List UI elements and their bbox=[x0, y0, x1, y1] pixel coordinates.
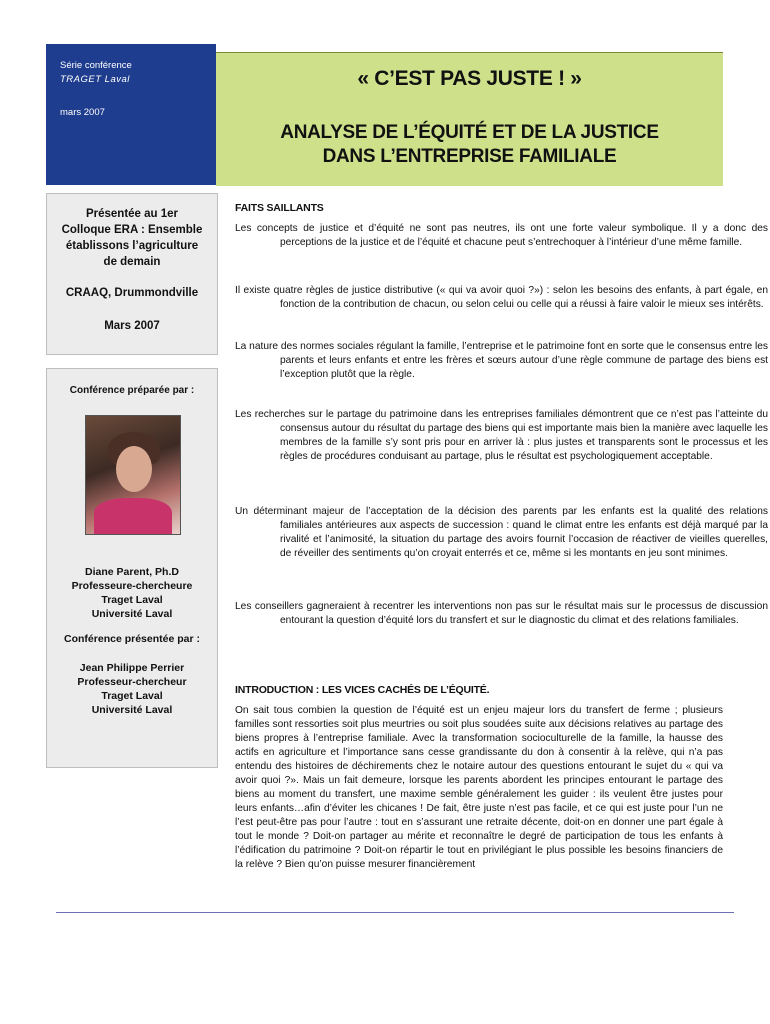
author-photo-face bbox=[116, 446, 152, 492]
presenter-name: Jean Philippe Perrier bbox=[79, 662, 185, 674]
presentation-line-4: de demain bbox=[103, 256, 161, 268]
author-photo-shirt bbox=[94, 498, 172, 534]
title-box bbox=[216, 52, 723, 186]
presentation-place-text: CRAAQ, Drummondville bbox=[65, 287, 199, 299]
introduction-heading: INTRODUCTION : LES VICES CACHÉS DE L’ÉQUITÉ. bbox=[235, 684, 490, 696]
highlight-paragraph: Les conseillers gagneraient à recentrer les interventions non pas sur le résultat mais sur le processus de discussion entourant la question d’équité lors du transfert et sur le diagnostic du climat et des relations familiales. bbox=[235, 601, 768, 626]
preparer-university: Université Laval bbox=[91, 608, 173, 620]
page-subtitle bbox=[216, 121, 723, 169]
introduction-paragraph: On sait tous combien la question de l’équité est un enjeu majeur lors du transfert de ferme ; plusieurs familles sont ressorties soit plus meurtries ou soit plus soudées suite aux décisions relatives au partage des biens propres à l’entreprise familiale. Avec la transformation socioculturelle de la famille, la hausse des actifs en agriculture et l’importance sans cesse grandissante du don à consentir à la relève, qui n’a pas entendu des histoires de déchirements chez le notaire autour des questions entourant le sujet du « qui va avoir quoi ?». Mais un fait demeure, lorsque les parents abordent les principes entourant le partage des biens au moment du transfert, une maxime semble généralement les guider : ils veulent être justes pour leurs enfants…afin d’éviter les chicanes ! De fait, être juste n’est pas facile, et ce qui est juste pour l’un ne l’est peut-être pas pour l’autre : tout en s’assurant une retraite décente, doit-on en donner une part égale à tout le monde ? Doit-on partager au mérite et reconnaître le degré de participation de tous les enfants à l’édification du patrimoine ? Doit-on répartir le tout en privilégiant le plus possible les besoins financiers de la relève ? Bien qu’on puisse mesurer financièrement bbox=[235, 705, 723, 870]
presentation-line-1: Présentée au 1er bbox=[85, 208, 179, 220]
series-organization: TRAGET Laval bbox=[60, 74, 130, 85]
footer-divider bbox=[56, 912, 734, 913]
presentation-date-text: Mars 2007 bbox=[104, 320, 160, 332]
prepared-by-heading: Conférence préparée par : bbox=[69, 385, 195, 396]
presentation-date bbox=[53, 318, 211, 334]
page-title: « C’EST PAS JUSTE ! » bbox=[357, 67, 582, 90]
highlight-paragraph: Les concepts de justice et d’équité ne sont pas neutres, ils ont une forte valeur symbolique. Il y a donc des perceptions de la justice et de l’équité et chacune peut s’entrechoquer à l’intérieur d’une même famille. bbox=[235, 223, 768, 248]
preparer-name: Diane Parent, Ph.D bbox=[85, 566, 179, 578]
highlight-paragraph: Les recherches sur le partage du patrimoine dans les entreprises familiales démontrent que ce n’est pas l’atteinte du consensus autour du résultat du partage des biens qui est importante mais bien la manière avec laquelle les membres de la famille s’y sont pris pour en arriver là : plus justes et transparents sont le processus et les règles de procédures conduisant au partage, plus le résultat est psychologiquement acceptable. bbox=[235, 409, 768, 462]
preparer-role: Professeure-chercheure bbox=[71, 580, 193, 592]
subtitle-line-2: DANS L’ENTREPRISE FAMILIALE bbox=[322, 146, 617, 167]
presenter-university: Université Laval bbox=[91, 704, 173, 716]
presentation-event bbox=[53, 206, 211, 270]
preparer-org: Traget Laval bbox=[101, 594, 163, 606]
presentation-line-3: établissons l’agriculture bbox=[65, 240, 199, 252]
preparer-info bbox=[47, 565, 217, 621]
presenter-role: Professeur-chercheur bbox=[77, 676, 187, 688]
highlight-paragraph: Un déterminant majeur de l’acceptation de la décision des parents par les enfants est la qualité des relations familiales antérieures aux aspects de succession : quand le climat entre les enfants est déjà marqué par la rivalité et l’animosité, la situation du partage des avoirs fournit l’occasion de réactiver de vieilles querelles, de réveiller des sentiments qu’on croyait enterrés et ce, même si les montants en jeu sont minimes. bbox=[235, 506, 768, 559]
presented-by-heading: Conférence présentée par : bbox=[64, 633, 200, 645]
series-label: Série conférence bbox=[60, 60, 132, 71]
highlight-paragraph: Il existe quatre règles de justice distributive (« qui va avoir quoi ?») : selon les besoins des enfants, à part égale, en fonction de la contribution de chacun, ou selon celui ou celle qui a réussi à faire valoir le mieux ses intérêts. bbox=[235, 285, 768, 310]
presentation-place bbox=[53, 285, 211, 301]
highlight-paragraph: La nature des normes sociales régulant la famille, l’entreprise et le patrimoine font en sorte que le consensus entre les parents et leurs enfants et entre les frères et sœurs autour d’une règle commune de partage des biens est l’exception plutôt que la règle. bbox=[235, 341, 768, 380]
subtitle-line-1: ANALYSE DE L’ÉQUITÉ ET DE LA JUSTICE bbox=[280, 122, 659, 143]
presenter-info bbox=[47, 661, 217, 717]
conference-authors-box bbox=[46, 368, 218, 768]
series-date: mars 2007 bbox=[60, 107, 105, 118]
presentation-line-2: Colloque ERA : Ensemble bbox=[61, 224, 203, 236]
author-photo bbox=[85, 415, 181, 535]
presenter-org: Traget Laval bbox=[101, 690, 163, 702]
highlights-heading: FAITS SAILLANTS bbox=[235, 202, 324, 214]
presentation-info-box bbox=[46, 193, 218, 355]
series-box bbox=[46, 44, 216, 185]
